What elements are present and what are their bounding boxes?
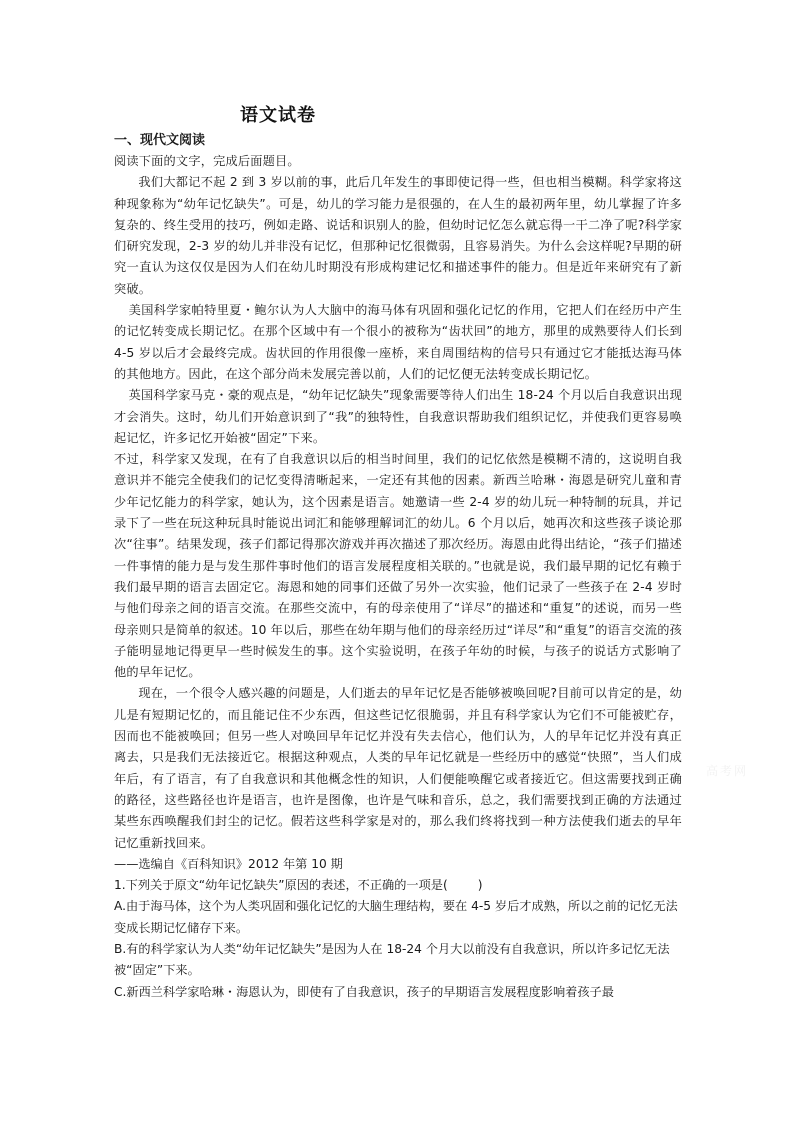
question-1-text: 1.下列关于原文“幼年记忆缺失”原因的表述，不正确的一项是(: [114, 878, 448, 893]
section-heading: 一、现代文阅读: [114, 133, 206, 148]
paragraph-2: 美国科学家帕特里夏・鲍尔认为人大脑中的海马体有巩固和强化记忆的作用，它把人们在经历中产生的记忆转变成长期记忆。在那个区域中有一个很小的被称为“齿状回”的地方，那里的成熟要待人们长到 4-5 岁以后才会最终完成。齿状回的作用很像一座桥，来自周围结构的信号只有通过它才能抵达海马体的其他地方。因此，在这个部分尚未发展完善以前，人们的记忆便无法转变成长期记忆。: [114, 303, 682, 381]
option-c: C.新西兰科学家哈琳・海恩认为，即使有了自我意识，孩子的早期语言发展程度影响着孩子最: [114, 984, 614, 999]
paragraph-3: 英国科学家马克・豪的观点是，“幼年记忆缺失”现象需要等待人们出生 18-24 个月以后自我意识出现才会消失。这时，幼儿们开始意识到了“我”的独特性，自我意识帮助我们组织记忆，并使我们更容易唤起记忆，许多记忆开始被“固定”下来。: [114, 388, 682, 445]
watermark: 高考网: [706, 764, 749, 778]
question-1-paren-close: ): [477, 878, 483, 893]
option-b: B.有的科学家认为人类“幼年记忆缺失”是因为人在 18-24 个月大以前没有自我意识，所以许多记忆无法被“固定”下来。: [114, 941, 670, 978]
question-1-stem: [114, 875, 682, 896]
document-body: [114, 104, 682, 1003]
source-citation: ——选编自《百科知识》2012 年第 10 期: [114, 856, 343, 871]
paragraph-5: 现在，一个很令人感兴趣的问题是，人们逝去的早年记忆是否能够被唤回呢?目前可以肯定的是，幼儿是有短期记忆的，而且能记住不少东西，但这些记忆很脆弱，并且有科学家认为它们不可能被贮存，因而也不能被唤回；但另一些人对唤回早年记忆并没有失去信心，他们认为，人的早年记忆并没有真正离去，只是我们无法接近它。根据这种观点，人类的早年记忆就是一些经历中的感觉“快照”，当人们成年后，有了语言，有了自我意识和其他概念性的知识，人们便能唤醒它或者接近它。但这需要找到正确的路径，这些路径也许是语言，也许是图像，也许是气味和音乐，总之，我们需要找到正确的方法通过某些东西唤醒我们封尘的记忆。假若这些科学家是对的，那么我们终将找到一种方法使我们逝去的早年记忆重新找回来。: [114, 686, 682, 850]
paragraph-4: 不过，科学家又发现，在有了自我意识以后的相当时间里，我们的记忆依然是模糊不清的，这说明自我意识并不能完全使我们的记忆变得清晰起来，一定还有其他的因素。新西兰哈琳・海恩是研究儿童和青少年记忆能力的科学家，她认为，这个因素是语言。她邀请一些 2-4 岁的幼儿玩一种特制的玩具，并记录下了一些在玩这种玩具时能说出词汇和能够理解词汇的幼儿。6 个月以后，她再次和这些孩子谈论那次“往事”。结果发现，孩子们都记得那次游戏并再次描述了那次经历。海恩由此得出结论，“孩子们描述一件事情的能力是与发生那件事时他们的语言发展程度相关联的。”也就是说，我们最早期的记忆有赖于我们最早期的语言去固定它。海恩和她的同事们还做了另外一次实验，他们记录了一些孩子在 2-4 岁时与他们母亲之间的语言交流。在那些交流中，有的母亲使用了“详尽”的描述和“重复”的述说，而另一些母亲则只是简单的叙述。10 年以后，那些在幼年期与他们的母亲经历过“详尽”和“重复”的语言交流的孩子能明显地记得更早一些时候发生的事。这个实验说明，在孩子年幼的时候，与孩子的说话方式影响了他的早年记忆。: [114, 452, 682, 680]
page-title: 语文试卷: [240, 105, 316, 126]
reading-instruction: 阅读下面的文字，完成后面题目。: [114, 154, 300, 168]
option-a: A.由于海马体，这个为人类巩固和强化记忆的大脑生理结构，要在 4-5 岁后才成熟，所以之前的记忆无法变成长期记忆储存下来。: [114, 899, 678, 935]
paragraph-1: 我们大都记不起 2 到 3 岁以前的事，此后几年发生的事即使记得一些，但也相当模糊。科学家将这种现象称为“幼年记忆缺失”。可是，幼儿的学习能力是很强的，在人生的最初两年里，幼儿掌握了许多复杂的、终生受用的技巧，例如走路、说话和识别人的脸，但幼时记忆怎么就忘得一干二净了呢?科学家们研究发现，2-3 岁的幼儿并非没有记忆，但那种记忆很微弱，且容易消失。为什么会这样呢?早期的研究一直认为这仅仅是因为人们在幼儿时期没有形成构建记忆和描述事件的能力。但是近年来研究有了新突破。: [114, 175, 682, 296]
